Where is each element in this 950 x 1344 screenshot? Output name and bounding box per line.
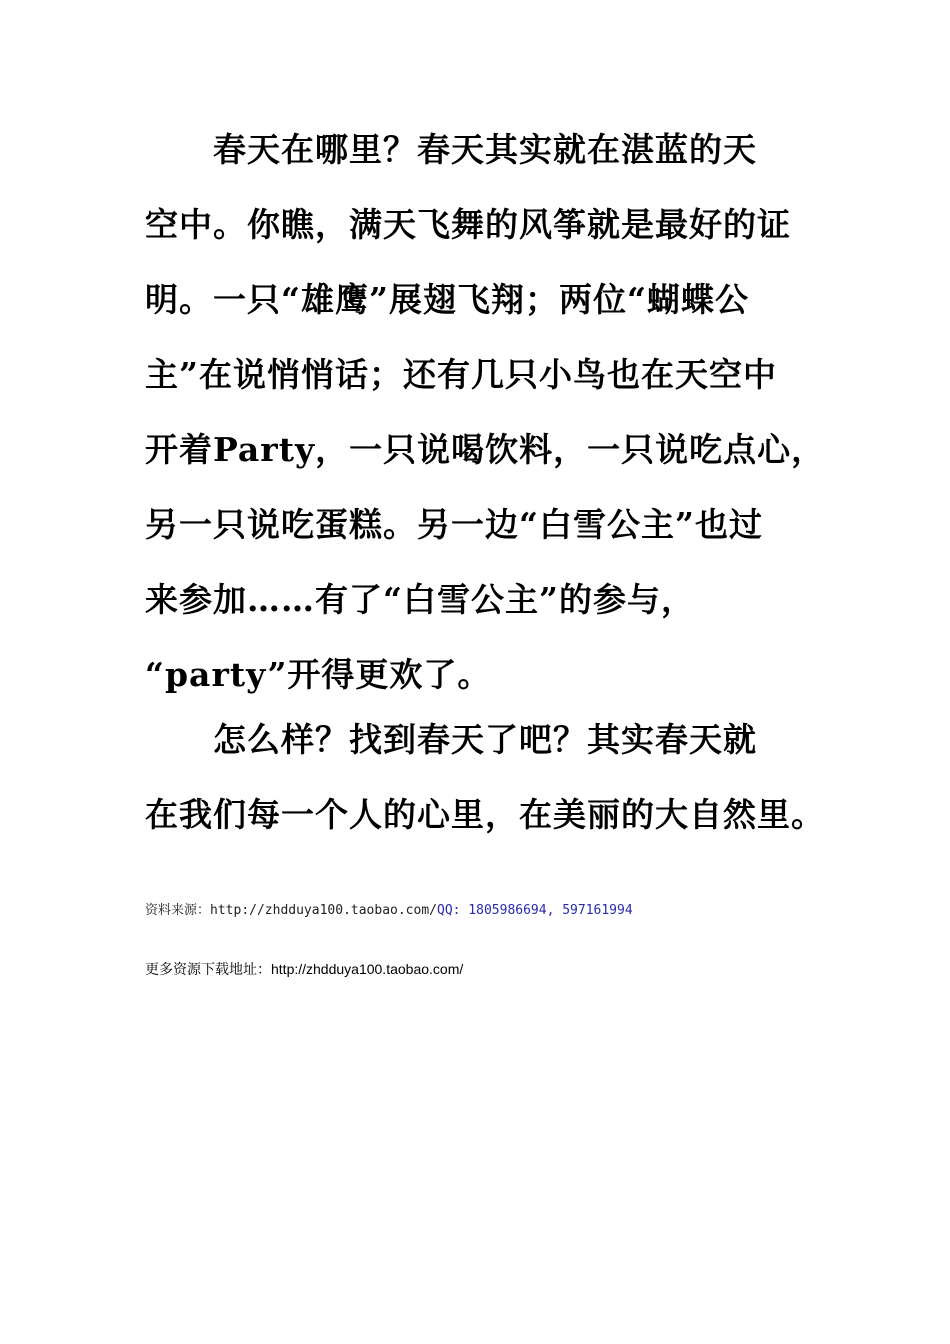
paragraph1-line-5: 开着Party，一只说喝饮料，一只说吃点心， [145, 430, 826, 469]
source-url-link[interactable]: http://zhdduya100.taobao.com/ [210, 903, 437, 918]
paragraph1-line-4: 主”在说悄悄话；还有几只小鸟也在天空中 [145, 355, 777, 394]
paragraph1-line-2: 空中。你瞧，满天飞舞的风筝就是最好的证 [145, 205, 791, 244]
more-resources-label: 更多资源下载地址： [145, 961, 271, 977]
more-resources-line [145, 960, 463, 978]
source-label: 资料来源： [145, 903, 211, 918]
paragraph2-line-1: 怎么样？找到春天了吧？其实春天就 [213, 720, 757, 759]
paragraph2-line-2: 在我们每一个人的心里，在美丽的大自然里。 [145, 795, 825, 834]
paragraph1-line-8: “party”开得更欢了。 [145, 655, 492, 694]
paragraph1-line-1: 春天在哪里？春天其实就在湛蓝的天 [213, 130, 757, 169]
paragraph1-line-3: 明。一只“雄鹰”展翅飞翔；两位“蝴蝶公 [145, 280, 749, 319]
more-resources-url-link[interactable]: http://zhdduya100.taobao.com/ [271, 961, 464, 977]
paragraph1-line-7: 来参加……有了“白雪公主”的参与， [145, 580, 695, 619]
source-line [145, 902, 633, 920]
paragraph1-line-6: 另一只说吃蛋糕。另一边“白雪公主”也过 [145, 505, 763, 544]
source-qq: QQ: 1805986694, 597161994 [437, 903, 633, 918]
